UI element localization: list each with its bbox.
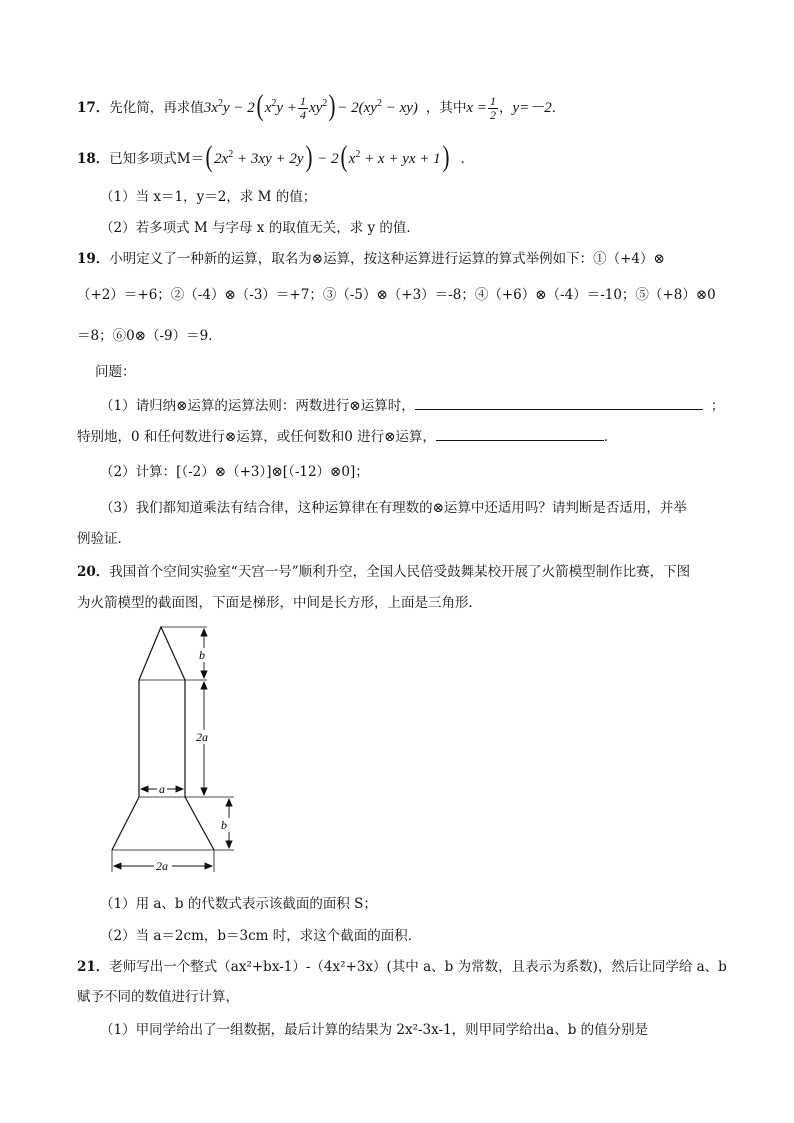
- q21-number: 21．: [77, 959, 110, 975]
- rocket-triangle: [139, 627, 185, 680]
- rocket-outline: [112, 627, 234, 872]
- q21-part1: （1）甲同学给出了一组数据，最后计算的结果为 2x²-3x-1，则甲同学给出a、b 的值分别是: [100, 1022, 649, 1038]
- q19-part3-line2: 例验证．: [77, 531, 131, 547]
- q18-expression: ( $2x^2 + 3xy + 2y) - 2$( $x^2 + x$ + yx + 1): [205, 139, 450, 173]
- fig-label-2a-base: 2a: [156, 859, 168, 873]
- q19-line2: （+2）＝+6；②（-4）⊗（-3）＝+7；③（-5）⊗（+3）＝-8；④（+6）⊗（-4）＝-10；⑤（+8）⊗0: [77, 287, 716, 303]
- q17-expression: $3x^2y - 2$( $x^2y$ + $\frac{1}{4}$ $xy^2) - 2(xy^2 - xy)$: [203, 88, 418, 122]
- q17-lead: 先化简，再求值: [109, 99, 204, 116]
- q17-sep: ，: [498, 99, 513, 116]
- q18-number: 18．: [77, 151, 110, 167]
- q21-line2: 赋予不同的数值进行计算，: [77, 989, 239, 1005]
- rocket-figure: [104, 622, 244, 873]
- rocket-trapezoid-right: [185, 797, 214, 850]
- q17-x-value: x = $\frac{1}{2}$: [466, 94, 496, 122]
- q19-number: 19．: [77, 251, 110, 267]
- q19-part1-special: 特别地，0 和任何数进行⊗运算，或任何数和0 进行⊗运算， ．: [77, 426, 617, 446]
- q18-part1: （1）当 x＝1，y＝2，求 M 的值；: [100, 189, 317, 205]
- q19-question-label: 问题：: [95, 364, 136, 380]
- q17-end: ．: [551, 99, 566, 116]
- fig-label-2a-mid: 2a: [196, 730, 208, 744]
- q19-line1: [77, 250, 665, 268]
- q19-answer-blank-1[interactable]: [415, 395, 703, 410]
- q20-part2: （2）当 a＝2cm，b＝3cm 时，求这个截面的面积．: [100, 928, 422, 944]
- q20-part1: （1）用 a、b 的代数式表示该截面的面积 S；: [100, 896, 377, 912]
- q19-intro: 小明定义了一种新的运算，取名为⊗运算，按这种运算进行运算的算式举例如下：①（+4）⊗: [109, 251, 665, 267]
- q20-line1: [77, 563, 690, 581]
- q18-end: ．: [460, 151, 475, 167]
- q21-line1: [77, 958, 727, 976]
- q17-number: 17．: [77, 99, 110, 116]
- q18-part2: （2）若多项式 M 与字母 x 的取值无关，求 y 的值．: [100, 220, 420, 236]
- q20-intro: 我国首个空间实验室“天宫一号”顺利升空，全国人民倍受鼓舞某校开展了火箭模型制作比赛，下图: [109, 564, 691, 580]
- q19-part3-line1: （3）我们都知道乘法有结合律，这种运算律在有理数的⊗运算中还适用吗？请判断是否适用，并举: [100, 500, 687, 516]
- q17-mid: ，其中: [425, 99, 467, 116]
- q19-line3: ＝8；⑥0⊗（-9）＝9．: [77, 328, 222, 344]
- q19-part2: （2）计算：[（-2）⊗（+3）]⊗[（-12）⊗0]；: [100, 464, 369, 480]
- q21-intro: 老师写出一个整式（ax²+bx-1）-（4x²+3x）(其中 a、b 为常数，且表示为系数)，然后让同学给 a、b: [109, 959, 727, 975]
- q17-y-value: y=－2: [512, 99, 552, 116]
- q17-line: [77, 88, 566, 122]
- rocket-trapezoid-left: [112, 797, 139, 850]
- fig-label-a-width: a: [159, 782, 165, 796]
- q20-line2: 为火箭模型的截面图，下面是梯形，中间是长方形，上面是三角形．: [77, 595, 482, 611]
- fig-label-b-top: b: [199, 648, 205, 662]
- q19-answer-blank-2[interactable]: [436, 426, 604, 441]
- q20-number: 20．: [77, 564, 110, 580]
- q18-line: [77, 139, 475, 173]
- q18-lead: 已知多项式M＝: [109, 151, 205, 167]
- q19-part1: （1）请归纳⊗运算的运算法则：两数进行⊗运算时， ；: [100, 395, 724, 415]
- fig-label-b-bottom: b: [221, 818, 227, 832]
